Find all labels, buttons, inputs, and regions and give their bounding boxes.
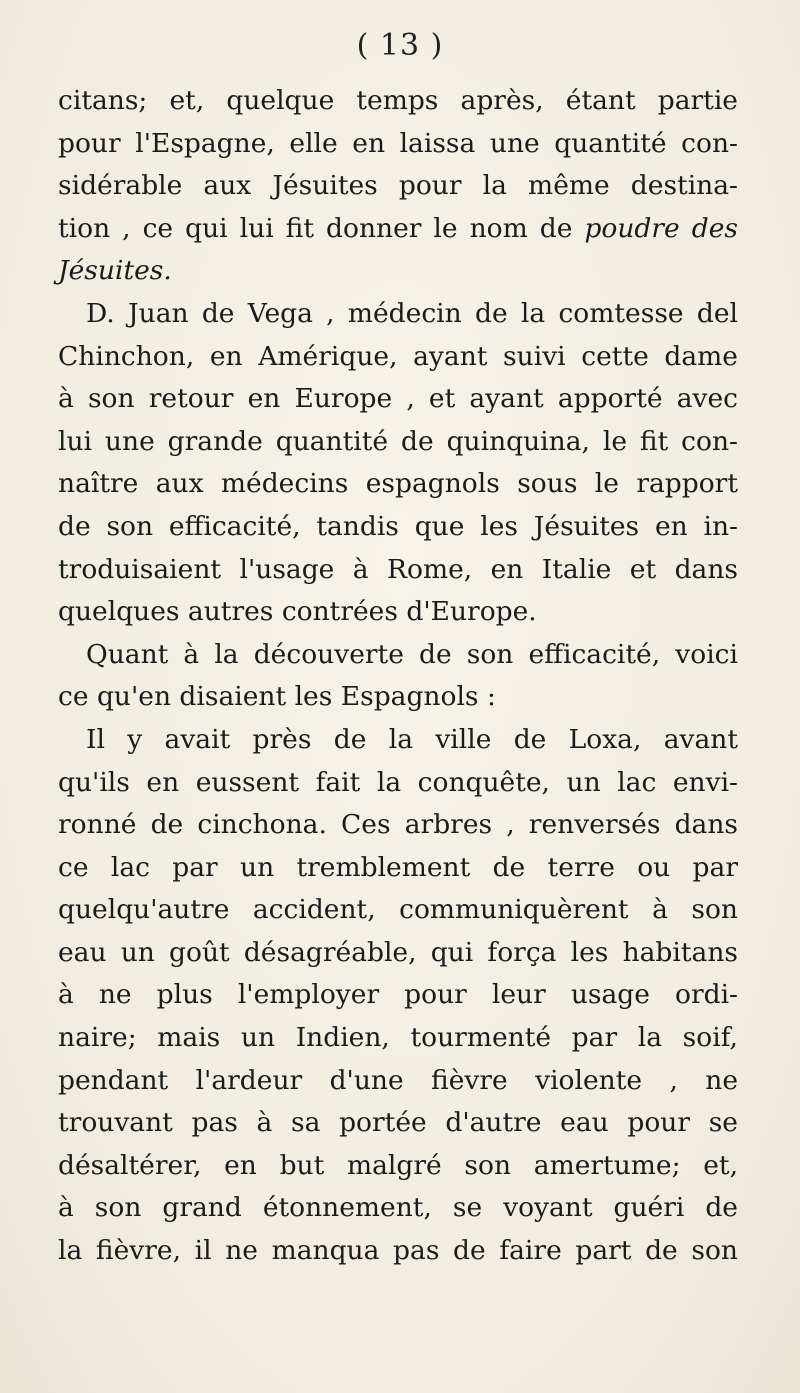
text-segment: eau un goût désagréable, qui força les habitans (58, 936, 738, 968)
text-segment: tion , ce qui lui fit donner le nom de (58, 212, 585, 244)
text-line (58, 847, 738, 890)
text-line (58, 463, 738, 506)
text-segment: citans; et, quelque temps après, étant partie (58, 85, 738, 116)
text-line (58, 80, 738, 123)
text-line (58, 634, 738, 677)
text-line (58, 762, 738, 805)
text-segment: ce lac par un tremblement de terre ou par (58, 851, 738, 883)
text-segment: quelqu'autre accident, communiquèrent à son (58, 894, 738, 926)
italic-text: poudre des (584, 212, 738, 244)
text-line (58, 932, 738, 975)
text-segment: quelques autres contrées d'Europe. (58, 596, 537, 628)
text-line (58, 250, 738, 293)
paragraph (58, 293, 738, 634)
paragraph (58, 634, 738, 719)
text-line (58, 676, 738, 719)
text-line (58, 719, 738, 762)
text-line (58, 421, 738, 464)
text-segment: pendant l'ardeur d'une fièvre violente , ne (58, 1064, 738, 1096)
text-segment: de son efficacité, tandis que les Jésuites en in- (58, 510, 738, 542)
text-segment: ronné de cinchona. Ces arbres , renversés dans (58, 809, 738, 841)
text-segment: Quant à la découverte de son efficacité, voici (86, 638, 738, 670)
text-line (58, 293, 738, 336)
text-line (58, 165, 738, 208)
text-line (58, 974, 738, 1017)
text-segment: naître aux médecins espagnols sous le rapport (58, 468, 738, 500)
text-segment: à ne plus l'employer pour leur usage ordi- (58, 979, 738, 1011)
page-number: ( 13 ) (356, 28, 444, 63)
text-segment: naire; mais un Indien, tourmenté par la soif, (58, 1022, 738, 1054)
text-segment: ce qu'en disaient les Espagnols : (58, 681, 496, 713)
text-segment: à son retour en Europe , et ayant apporté avec (58, 383, 738, 415)
text-line (58, 549, 738, 592)
italic-text: Jésuites. (58, 255, 172, 287)
text-segment: troduisaient l'usage à Rome, en Italie et dans (58, 553, 738, 585)
text-segment: désaltérer, en but malgré son amertume; et, (58, 1149, 738, 1181)
text-segment: à son grand étonnement, se voyant guéri de (58, 1192, 738, 1224)
text-segment: Chinchon, en Amérique, ayant suivi cette dame (58, 340, 738, 372)
text-line (58, 1017, 738, 1060)
text-segment: lui une grande quantité de quinquina, le fit con- (58, 425, 738, 457)
text-line (58, 1145, 738, 1188)
text-segment: Il y avait près de la ville de Loxa, avant (86, 723, 738, 755)
text-line (58, 889, 738, 932)
text-line (58, 506, 738, 549)
text-line (58, 1230, 738, 1273)
text-line (58, 591, 738, 634)
text-segment: la fièvre, il ne manqua pas de faire part de son (58, 1235, 738, 1267)
text-segment: sidérable aux Jésuites pour la même destina- (58, 170, 738, 202)
text-segment: pour l'Espagne, elle en laissa une quantité con- (58, 127, 738, 159)
paragraph (58, 719, 738, 1273)
text-segment: trouvant pas à sa portée d'autre eau pour se (58, 1107, 738, 1139)
text-line (58, 378, 738, 421)
text-line (58, 804, 738, 847)
paragraph (58, 80, 738, 293)
text-line (58, 208, 738, 251)
text-line (58, 1102, 738, 1145)
text-line (58, 336, 738, 379)
body-text (58, 80, 738, 1273)
text-line (58, 123, 738, 166)
text-segment: D. Juan de Vega , médecin de la comtesse del (86, 297, 738, 329)
text-segment: qu'ils en eussent fait la conquête, un lac envi- (58, 766, 738, 798)
text-line (58, 1187, 738, 1230)
text-line (58, 1060, 738, 1103)
